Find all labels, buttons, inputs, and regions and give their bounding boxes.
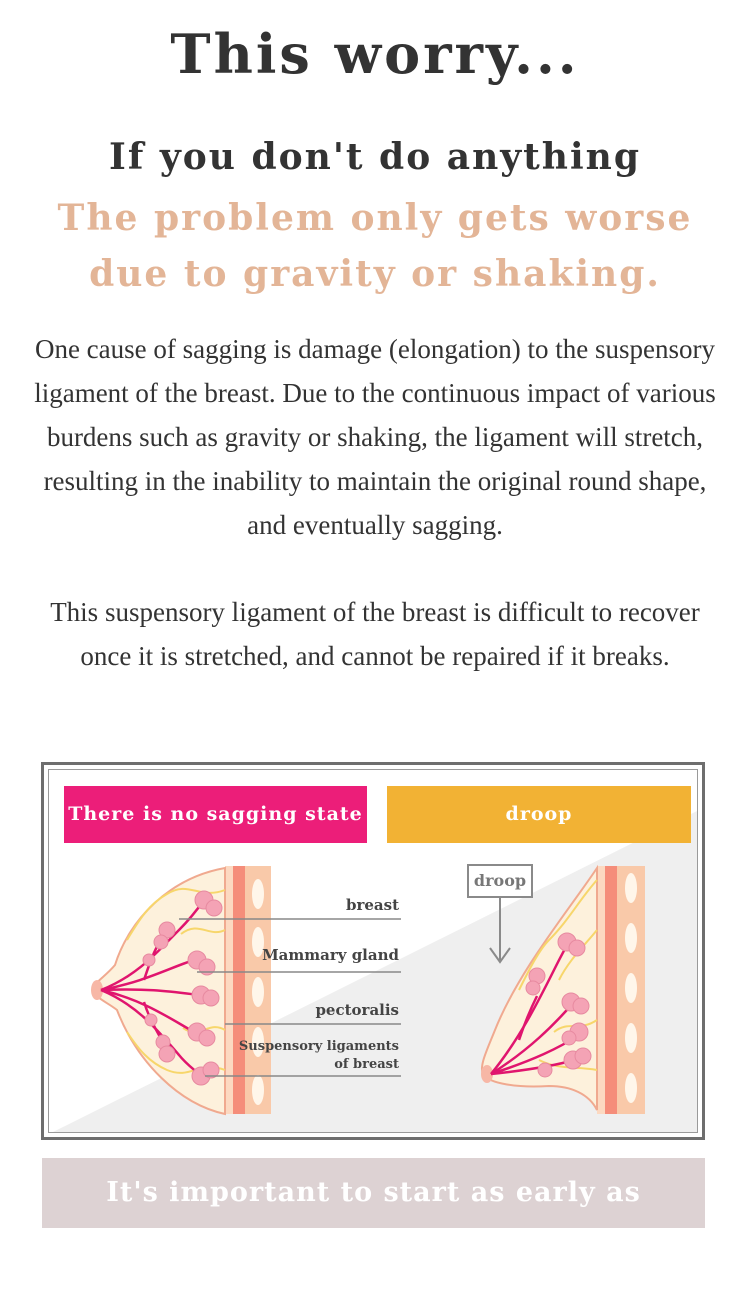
pectoralis-muscle <box>233 866 247 1114</box>
label-ligament-line-1: Suspensory ligaments <box>238 1039 399 1054</box>
no-sagging-tag: There is no sagging state <box>64 786 367 843</box>
label-ligament-line-2: of breast <box>334 1057 399 1072</box>
diagram-frame <box>48 769 698 1133</box>
droop-label-box: droop <box>467 864 533 898</box>
page-title: This worry... <box>170 22 580 86</box>
label-mammary-gland: Mammary gland <box>262 946 399 964</box>
label-breast: breast <box>345 896 399 914</box>
explanation-paragraph-2: This suspensory ligament of the breast is difficult to recover once it is stretched, and cannot be repaired if it breaks. <box>50 597 700 671</box>
subtitle-line-1: If you don't do anything <box>109 136 641 178</box>
cta-banner: It's important to start as early as possible! <box>42 1158 705 1228</box>
label-pectoralis: pectoralis <box>315 1001 399 1019</box>
droop-tag: droop <box>387 786 691 843</box>
subtitle-line-2: The problem only gets worse due to gravity or shaking. <box>57 197 693 295</box>
explanation-paragraph-1: One cause of sagging is damage (elongation) to the suspensory ligament of the breast. Due to the continuous impact of various burdens such as gravity or shaking, the ligament will stretch, resulting in the inability to maintain the original round shape, and eventually sagging. <box>34 334 716 540</box>
breast-anatomy-diagram <box>41 762 705 1140</box>
